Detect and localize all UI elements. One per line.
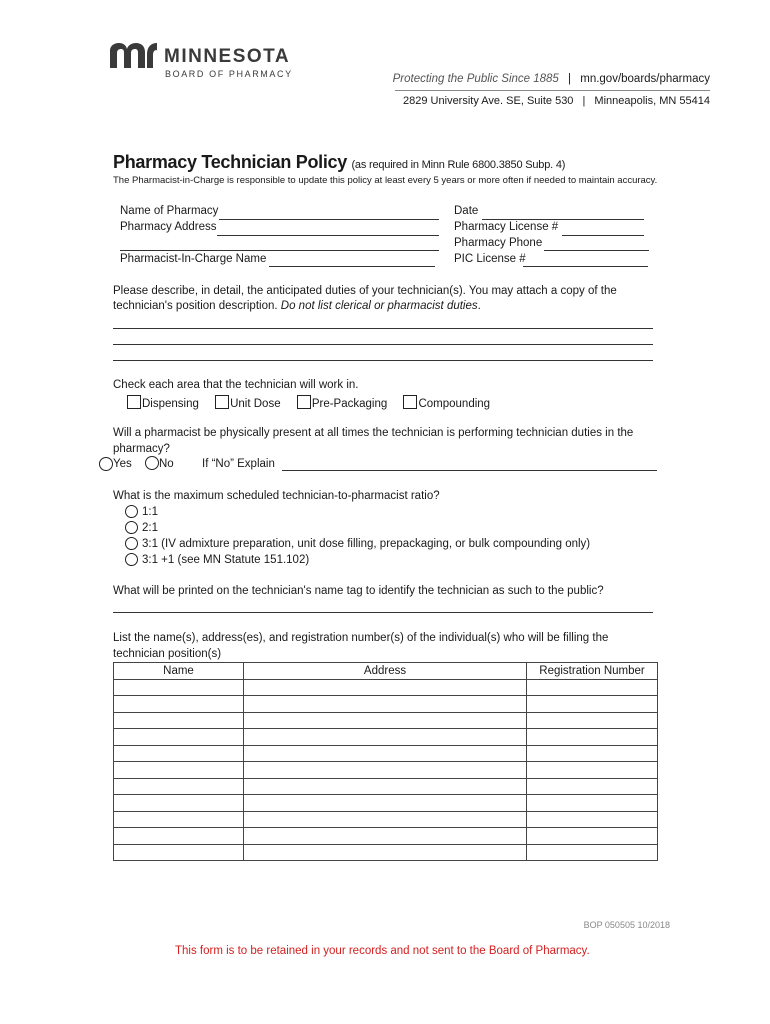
date-field[interactable]: [482, 219, 644, 220]
name-cell[interactable]: [114, 679, 244, 696]
table-row: [114, 679, 658, 696]
registration-cell[interactable]: [527, 679, 658, 696]
header-separator: |: [568, 73, 572, 85]
name-cell[interactable]: [114, 745, 244, 762]
pre-packaging-label: Pre-Packaging: [311, 398, 388, 410]
areas-prompt: Check each area that the technician will work in.: [113, 379, 359, 391]
pharmacy-address-field-2[interactable]: [120, 250, 439, 251]
table-header-registration: Registration Number: [527, 663, 658, 680]
address-cell[interactable]: [244, 811, 527, 828]
table-row: [114, 729, 658, 746]
name-cell[interactable]: [114, 696, 244, 713]
ratio-3-1-label: 3:1 (IV admixture preparation, unit dose filling, prepackaging, or bulk compounding only): [142, 538, 591, 550]
logo-sub-text: BOARD OF PHARMACY: [165, 69, 293, 79]
header-tagline-row: [393, 73, 710, 85]
form-title-row: [113, 152, 565, 173]
technician-table: [113, 662, 658, 861]
registration-cell[interactable]: [527, 729, 658, 746]
address-cell[interactable]: [244, 844, 527, 861]
table-row: [114, 696, 658, 713]
compounding-label: Compounding: [418, 398, 491, 410]
duties-line-3[interactable]: [113, 360, 653, 361]
table-row: [114, 745, 658, 762]
unit-dose-label: Unit Dose: [230, 398, 281, 410]
duties-line-1[interactable]: [113, 328, 653, 329]
pharmacy-license-field[interactable]: [562, 235, 644, 236]
name-cell[interactable]: [114, 828, 244, 845]
address-cell[interactable]: [244, 795, 527, 812]
table-header-row: [114, 663, 658, 680]
registration-cell[interactable]: [527, 762, 658, 779]
form-code: BOP 050505 10/2018: [583, 920, 670, 930]
yes-radio[interactable]: [99, 457, 113, 471]
duties-prompt-line-2: [113, 300, 481, 312]
duties-prompt-period: .: [477, 300, 481, 312]
name-cell[interactable]: [114, 811, 244, 828]
pharmacy-phone-label: Pharmacy Phone: [454, 237, 543, 249]
header-city: Minneapolis, MN 55414: [594, 95, 710, 107]
duties-line-2[interactable]: [113, 344, 653, 345]
registration-cell[interactable]: [527, 811, 658, 828]
pharmacy-address-label: Pharmacy Address: [120, 221, 217, 233]
pic-license-field[interactable]: [523, 266, 648, 267]
pic-license-label: PIC License #: [454, 253, 526, 265]
header-tagline: Protecting the Public Since 1885: [392, 73, 559, 85]
presence-prompt: Will a pharmacist be physically present at all times the technician is performing technician duties in the: [113, 427, 634, 439]
table-row: [114, 811, 658, 828]
address-cell[interactable]: [244, 828, 527, 845]
registration-cell[interactable]: [527, 778, 658, 795]
ratio-1-1-radio[interactable]: [125, 505, 138, 518]
mn-logo-icon: [109, 42, 159, 68]
header-website[interactable]: mn.gov/boards/pharmacy: [580, 73, 710, 85]
retention-note: This form is to be retained in your records and not sent to the Board of Pharmacy.: [175, 945, 590, 957]
logo-main-text: MINNESOTA: [164, 46, 291, 67]
pharmacy-phone-field[interactable]: [544, 250, 649, 251]
nametag-field[interactable]: [113, 612, 653, 613]
duties-prompt-italic: Do not list clerical or pharmacist duties: [280, 300, 478, 312]
ratio-3-1-plus-radio[interactable]: [125, 553, 138, 566]
pharmacy-license-label: Pharmacy License #: [454, 221, 559, 233]
list-prompt: List the name(s), address(es), and registration number(s) of the individual(s) who will be filling the: [113, 632, 609, 644]
ratio-3-1-radio[interactable]: [125, 537, 138, 550]
page-title: Pharmacy Technician Policy: [113, 152, 347, 172]
ratio-3-1-plus-label: 3:1 +1 (see MN Statute 151.102): [142, 554, 310, 566]
header-address-row: [403, 95, 710, 107]
areas-row: [127, 395, 490, 410]
list-prompt-line-2: technician position(s): [113, 648, 222, 660]
registration-cell[interactable]: [527, 696, 658, 713]
address-cell[interactable]: [244, 712, 527, 729]
name-of-pharmacy-label: Name of Pharmacy: [120, 205, 219, 217]
table-row: [114, 762, 658, 779]
pre-packaging-checkbox[interactable]: [297, 395, 311, 409]
dispensing-label: Dispensing: [142, 398, 199, 410]
header-rule: [395, 90, 710, 91]
name-cell[interactable]: [114, 762, 244, 779]
nametag-prompt: What will be printed on the technician's name tag to identify the technician as such to the public?: [113, 585, 604, 597]
registration-cell[interactable]: [527, 828, 658, 845]
pic-name-label: Pharmacist-In-Charge Name: [120, 253, 267, 265]
presence-prompt-line-2: pharmacy?: [113, 443, 170, 455]
table-row: [114, 712, 658, 729]
yes-label: Yes: [113, 458, 132, 470]
address-cell[interactable]: [244, 778, 527, 795]
ratio-2-1-radio[interactable]: [125, 521, 138, 534]
registration-cell[interactable]: [527, 844, 658, 861]
registration-cell[interactable]: [527, 795, 658, 812]
dispensing-checkbox[interactable]: [127, 395, 141, 409]
name-cell[interactable]: [114, 844, 244, 861]
address-cell[interactable]: [244, 762, 527, 779]
address-cell[interactable]: [244, 679, 527, 696]
address-cell[interactable]: [244, 696, 527, 713]
name-cell[interactable]: [114, 778, 244, 795]
date-label: Date: [454, 205, 479, 217]
unit-dose-checkbox[interactable]: [215, 395, 229, 409]
form-intro: The Pharmacist-in-Charge is responsible to update this policy at least every 5 years or more often if needed to maintain accuracy.: [113, 175, 658, 186]
table-header-name: Name: [114, 663, 244, 680]
address-cell[interactable]: [244, 745, 527, 762]
header-address: 2829 University Ave. SE, Suite 530: [403, 95, 574, 107]
table-row: [114, 844, 658, 861]
explain-label: If “No” Explain: [202, 458, 275, 470]
name-of-pharmacy-field[interactable]: [219, 219, 439, 220]
registration-cell[interactable]: [527, 745, 658, 762]
table-row: [114, 795, 658, 812]
explain-field[interactable]: [282, 470, 657, 471]
ratio-1-1-label: 1:1: [142, 506, 158, 518]
no-radio[interactable]: [145, 456, 159, 470]
name-cell[interactable]: [114, 795, 244, 812]
no-label: No: [159, 458, 174, 470]
duties-prompt-text: technician's position description.: [113, 300, 278, 312]
ratio-prompt: What is the maximum scheduled technician-to-pharmacist ratio?: [113, 490, 440, 502]
board-logo: [109, 40, 309, 82]
name-cell[interactable]: [114, 729, 244, 746]
ratio-2-1-label: 2:1: [142, 522, 158, 534]
pic-name-field[interactable]: [269, 266, 435, 267]
compounding-checkbox[interactable]: [403, 395, 417, 409]
table-row: [114, 828, 658, 845]
header-address-separator: |: [582, 95, 586, 107]
table-header-address: Address: [244, 663, 527, 680]
pharmacy-address-field[interactable]: [217, 235, 439, 236]
title-note: (as required in Minn Rule 6800.3850 Subp. 4): [351, 159, 566, 171]
address-cell[interactable]: [244, 729, 527, 746]
table-row: [114, 778, 658, 795]
registration-cell[interactable]: [527, 712, 658, 729]
duties-prompt: Please describe, in detail, the anticipated duties of your technician(s). You may attach a copy of the: [113, 285, 617, 297]
name-cell[interactable]: [114, 712, 244, 729]
